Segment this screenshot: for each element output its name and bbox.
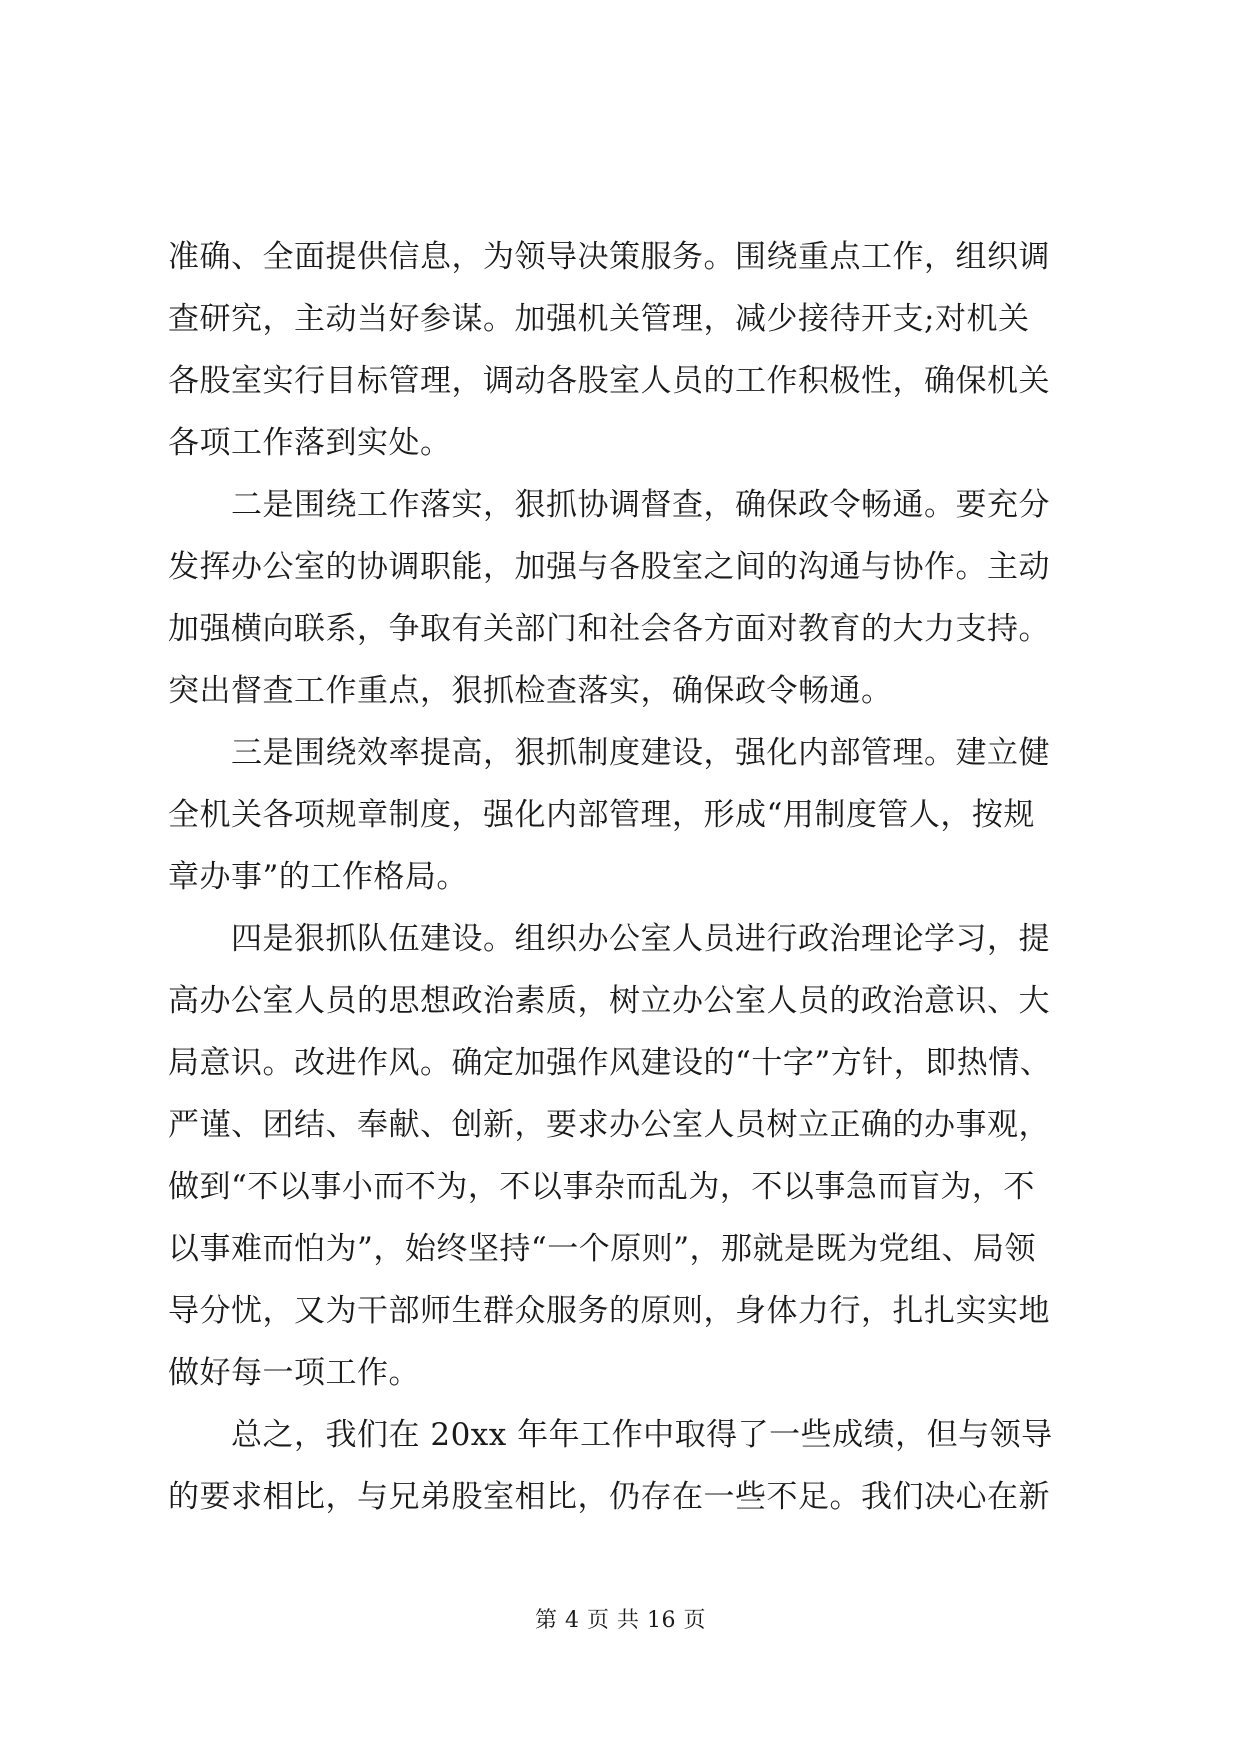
text-line: 各股室实行目标管理，调动各股室人员的工作积极性，确保机关 <box>168 363 1050 399</box>
text-line: 二是围绕工作落实，狠抓协调督查，确保政令畅通。要充分 <box>168 487 1050 523</box>
text-line: 以事难而怕为”，始终坚持“一个原则”，那就是既为党组、局领 <box>168 1231 1037 1267</box>
text-line: 总之，我们在 20xx 年年工作中取得了一些成绩，但与领导 <box>168 1417 1053 1453</box>
text-line: 查研究，主动当好参谋。加强机关管理，减少接待开支;对机关 <box>168 301 1030 337</box>
text-line: 严谨、团结、奉献、创新，要求办公室人员树立正确的办事观， <box>168 1107 1050 1143</box>
text-line: 高办公室人员的思想政治素质，树立办公室人员的政治意识、大 <box>168 983 1050 1019</box>
paragraph-point-two <box>168 474 1074 722</box>
paragraph-office-duties <box>168 226 1074 474</box>
paragraph-summary <box>168 1404 1074 1528</box>
text-line: 突出督查工作重点，狠抓检查落实，确保政令畅通。 <box>168 673 893 709</box>
text-line: 做到“不以事小而不为，不以事杂而乱为，不以事急而盲为，不 <box>168 1169 1035 1205</box>
paragraph-point-four <box>168 908 1074 1404</box>
page-number-footer: 第 4 页 共 16 页 <box>535 1608 706 1633</box>
text-line: 准确、全面提供信息，为领导决策服务。围绕重点工作，组织调 <box>168 239 1050 275</box>
text-line: 各项工作落到实处。 <box>168 425 452 461</box>
document-body <box>168 226 1074 1528</box>
text-line: 做好每一项工作。 <box>168 1355 420 1391</box>
text-line: 发挥办公室的协调职能，加强与各股室之间的沟通与协作。主动 <box>168 549 1050 585</box>
text-line: 局意识。改进作风。确定加强作风建设的“十字”方针，即热情、 <box>168 1045 1052 1081</box>
text-line: 的要求相比，与兄弟股室相比，仍存在一些不足。我们决心在新 <box>168 1479 1050 1515</box>
paragraph-point-three <box>168 722 1074 908</box>
text-line: 章办事”的工作格局。 <box>168 859 468 895</box>
text-line: 加强横向联系，争取有关部门和社会各方面对教育的大力支持。 <box>168 611 1050 647</box>
text-line: 三是围绕效率提高，狠抓制度建设，强化内部管理。建立健 <box>168 735 1050 771</box>
text-line: 导分忧，又为干部师生群众服务的原则，身体力行，扎扎实实地 <box>168 1293 1050 1329</box>
text-line: 全机关各项规章制度，强化内部管理，形成“用制度管人，按规 <box>168 797 1035 833</box>
text-line: 四是狠抓队伍建设。组织办公室人员进行政治理论学习，提 <box>168 921 1050 957</box>
